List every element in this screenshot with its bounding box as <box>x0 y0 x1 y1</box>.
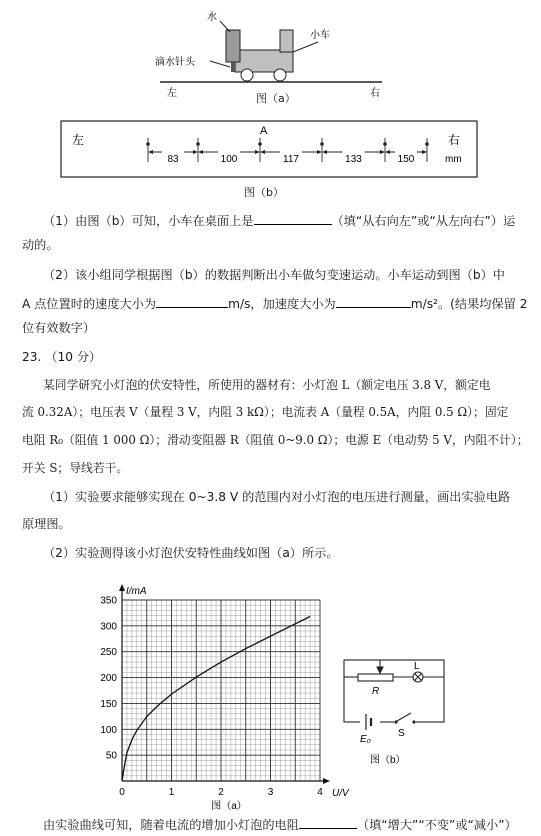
label-left: 左 <box>167 88 177 99</box>
y-tick-label: 100 <box>100 724 117 736</box>
q1-cont: 动的。 <box>22 238 59 252</box>
outer-loop <box>344 660 444 722</box>
q2-line3: 位有效数字） <box>22 321 96 335</box>
tape-arrow <box>260 150 265 154</box>
q23-last-line <box>43 816 517 832</box>
y-tick-label: 300 <box>100 621 117 633</box>
x-tick-label: 2 <box>218 787 224 798</box>
wheel-left <box>241 69 253 81</box>
q23-p2: 流 0.32A）；电压表 V（量程 3 V，内阻 3 kΩ）；电流表 A（量程 0.5A，内阻 0.5 Ω）；固定 <box>22 405 509 419</box>
q2-accel-blank[interactable] <box>336 295 411 308</box>
q23-p1: 某同学研究小灯泡的伏安特性，所使用的器材有：小灯泡 L（额定电压 3.8 V，额定电 <box>43 378 491 392</box>
q2-line2 <box>22 295 527 311</box>
tape-arrow <box>198 150 203 154</box>
x-tick-label: 1 <box>168 787 175 798</box>
label-water: 水 <box>207 12 217 23</box>
figure-a-caption: 图（a） <box>256 92 296 105</box>
q1-suffix: （填“从右向左”或“从左向右”）运 <box>331 214 516 228</box>
wheel-right <box>274 69 286 81</box>
label-needle: 滴水针头 <box>155 57 195 68</box>
q23-s1b: 原理图。 <box>22 517 71 531</box>
circuit-label-e: E₀ <box>360 734 371 745</box>
tape-right-label: 右 <box>448 133 461 147</box>
y-tick-label: 50 <box>105 750 117 762</box>
tape-arrow <box>193 150 198 154</box>
cart-body <box>235 50 293 72</box>
iu-chart <box>90 575 350 810</box>
circuit-label-r: R <box>372 686 380 697</box>
tape-arrow <box>148 150 153 154</box>
point-a-label: A <box>260 125 268 137</box>
y-axis-label: I/mA <box>126 586 147 597</box>
circuit-caption: 图（b） <box>370 755 406 766</box>
tape-segment-label: 133 <box>345 154 362 165</box>
y-axis-arrow <box>119 584 125 591</box>
q1-line <box>43 212 515 228</box>
circuit-b <box>336 650 451 770</box>
q23-last-suffix: （填“增大”“不变”或“减小”） <box>356 818 517 832</box>
tape-segment-label: 83 <box>167 154 179 165</box>
tape-arrow <box>255 150 260 154</box>
tape-left-label: 左 <box>72 133 85 147</box>
x-axis-arrow <box>323 778 330 784</box>
tape-arrow <box>317 150 322 154</box>
cart-tower <box>280 30 293 52</box>
y-tick-label: 350 <box>100 595 117 607</box>
q2-l2b: m/s，加速度大小为 <box>228 297 336 311</box>
tape-dot <box>383 142 387 146</box>
y-tick-label: 150 <box>100 698 117 710</box>
q1-answer-blank[interactable] <box>254 212 332 225</box>
q2-l2c: m/s²。(结果均保留 2 <box>410 297 528 311</box>
label-right: 右 <box>370 88 380 99</box>
tape-dot <box>320 142 324 146</box>
label-car: 小车 <box>310 30 330 41</box>
water-tank <box>226 30 240 62</box>
x-tick-label: 0 <box>119 787 125 798</box>
q2-velocity-blank[interactable] <box>156 295 228 308</box>
chart-grid <box>122 600 320 781</box>
tape-arrow <box>385 150 390 154</box>
q23-s1a: （1）实验要求能够实现在 0~3.8 V 的范围内对小灯泡的电压进行测量，画出实验电路 <box>43 490 511 504</box>
tape-dot <box>425 142 429 146</box>
chart-caption: 图（a） <box>211 801 247 810</box>
circuit-label-s: S <box>398 728 405 739</box>
figure-b-tape <box>60 120 480 182</box>
tape-segment-label: 150 <box>397 154 415 165</box>
tape-unit: mm <box>445 154 462 165</box>
y-tick-label: 200 <box>100 673 117 685</box>
x-tick-label: 4 <box>317 787 323 798</box>
tape-segment-label: 100 <box>220 154 238 165</box>
tape-dot <box>196 142 200 146</box>
rheostat-body <box>358 674 393 681</box>
q23-resistance-blank[interactable] <box>299 816 357 829</box>
tape-arrow <box>322 150 327 154</box>
y-tick-label: 250 <box>100 647 117 659</box>
q23-last-prefix: 由实验曲线可知，随着电流的增加小灯泡的电阻 <box>43 818 299 832</box>
q23-p3: 电阻 R₀（阻值 1 000 Ω）；滑动变阻器 R（阻值 0~9.0 Ω）；电源 E（电动势 5 V，内阻不计）； <box>22 433 529 447</box>
q23-header: 23. （10 分） <box>22 350 102 364</box>
q2-line1: （2）该小组同学根据图（b）的数据判断出小车做匀变速运动。小车运动到图（b）中 <box>43 268 505 282</box>
tape-dot <box>146 142 150 146</box>
tape-segment-label: 117 <box>283 154 299 165</box>
q2-l2a: A 点位置时的速度大小为 <box>22 297 157 311</box>
tape-arrow <box>422 150 427 154</box>
q23-s2: （2）实验测得该小灯泡伏安特性曲线如图（a）所示。 <box>43 546 339 560</box>
q23-p4: 开关 S；导线若干。 <box>22 461 129 475</box>
tape-arrow <box>380 150 385 154</box>
x-tick-label: 3 <box>267 787 274 798</box>
needle <box>231 62 235 72</box>
q1-prefix: （1）由图（b）可知，小车在桌面上是 <box>43 214 254 228</box>
figure-b-caption: 图（b） <box>244 186 284 199</box>
circuit-label-l: L <box>414 661 420 672</box>
x-axis-label: U/V <box>332 788 349 799</box>
tape-dot <box>258 142 262 146</box>
